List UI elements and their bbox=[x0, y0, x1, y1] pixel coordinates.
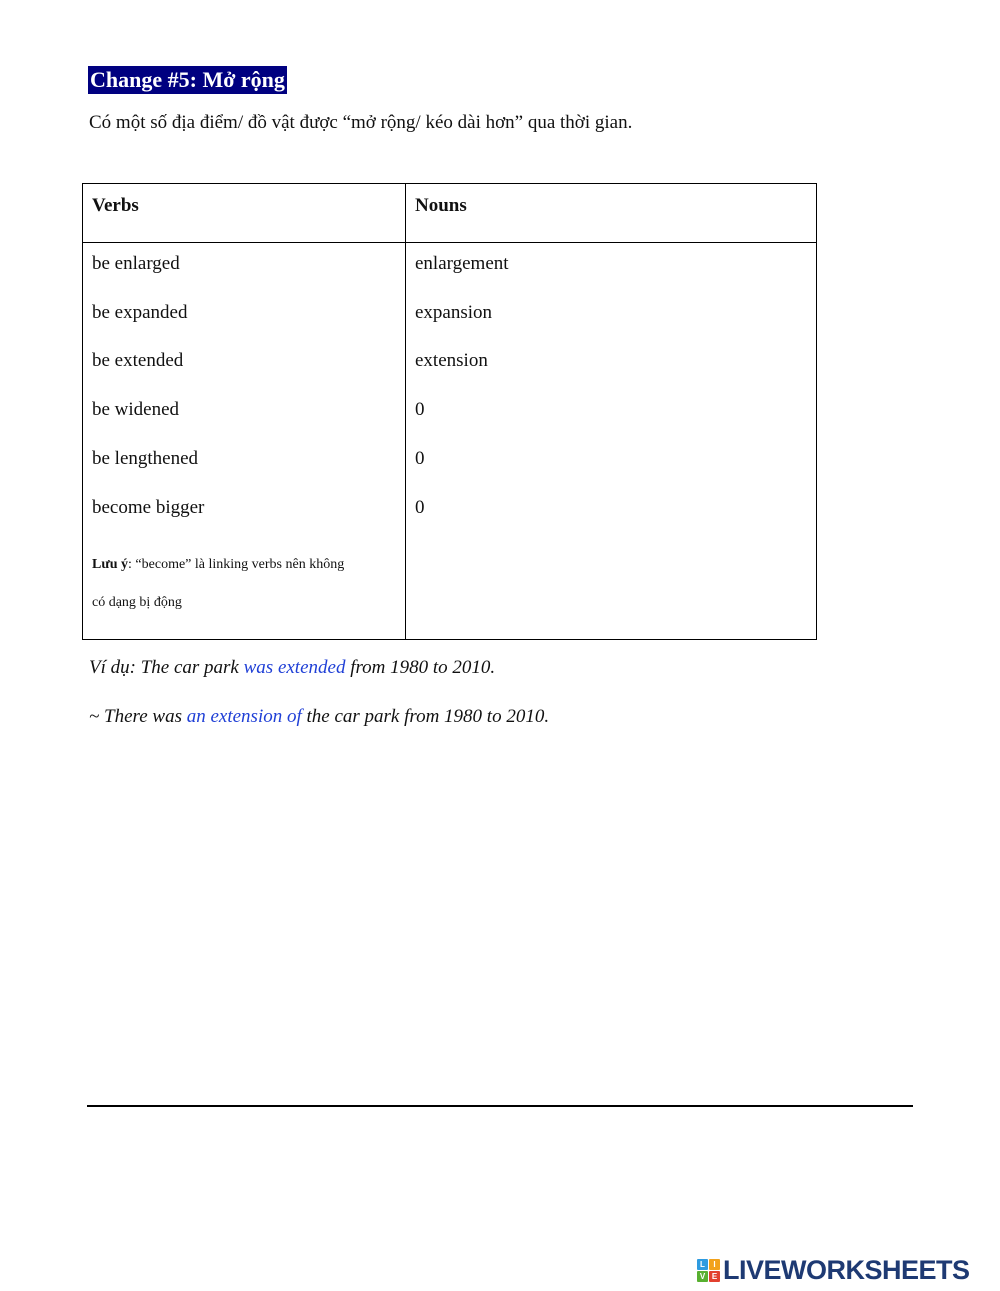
noun-cell: 0 bbox=[415, 448, 425, 469]
example-text: Ví dụ: The car park bbox=[89, 657, 244, 678]
verb-cell: be enlarged bbox=[92, 253, 180, 274]
noun-cell: enlargement bbox=[415, 253, 509, 274]
header-verbs: Verbs bbox=[92, 195, 139, 216]
example-highlight: was extended bbox=[243, 657, 346, 678]
example-text: from 1980 to 2010. bbox=[345, 657, 496, 678]
table-header-divider bbox=[83, 242, 816, 243]
logo-text: LIVEWORKSHEETS bbox=[723, 1254, 970, 1285]
note-line-2: có dạng bị động bbox=[92, 595, 182, 610]
logo-block: I bbox=[709, 1259, 720, 1270]
live-blocks-icon bbox=[697, 1259, 720, 1282]
logo-block: E bbox=[709, 1271, 720, 1282]
example-sentence-1 bbox=[89, 655, 495, 681]
intro-text: Có một số địa điểm/ đồ vật được “mở rộng/ kéo dài hơn” qua thời gian. bbox=[89, 112, 633, 133]
noun-cell: 0 bbox=[415, 399, 425, 420]
noun-cell: extension bbox=[415, 350, 488, 371]
liveworksheets-logo bbox=[697, 1252, 970, 1288]
logo-block: L bbox=[697, 1259, 708, 1270]
verb-cell: become bigger bbox=[92, 497, 205, 518]
table-column-divider bbox=[405, 184, 406, 639]
verb-cell: be expanded bbox=[92, 302, 188, 323]
note-line-1 bbox=[92, 555, 344, 575]
example-text: ~ There was bbox=[89, 706, 187, 727]
example-text: the car park from 1980 to 2010. bbox=[301, 706, 550, 727]
footer-rule bbox=[87, 1105, 913, 1107]
example-highlight: an extension of bbox=[186, 706, 302, 727]
verb-cell: be extended bbox=[92, 350, 184, 371]
noun-cell: 0 bbox=[415, 497, 425, 518]
section-heading: Change #5: Mở rộng bbox=[90, 67, 285, 92]
verb-cell: be lengthened bbox=[92, 448, 199, 469]
header-nouns: Nouns bbox=[415, 195, 467, 216]
verbs-nouns-table bbox=[82, 183, 817, 640]
example-sentence-2 bbox=[89, 704, 549, 730]
verb-cell: be widened bbox=[92, 399, 180, 420]
noun-cell: expansion bbox=[415, 302, 493, 323]
logo-block: V bbox=[697, 1271, 708, 1282]
note-label: Lưu ý bbox=[92, 557, 129, 572]
note-text: : “become” là linking verbs nên không bbox=[128, 557, 345, 572]
